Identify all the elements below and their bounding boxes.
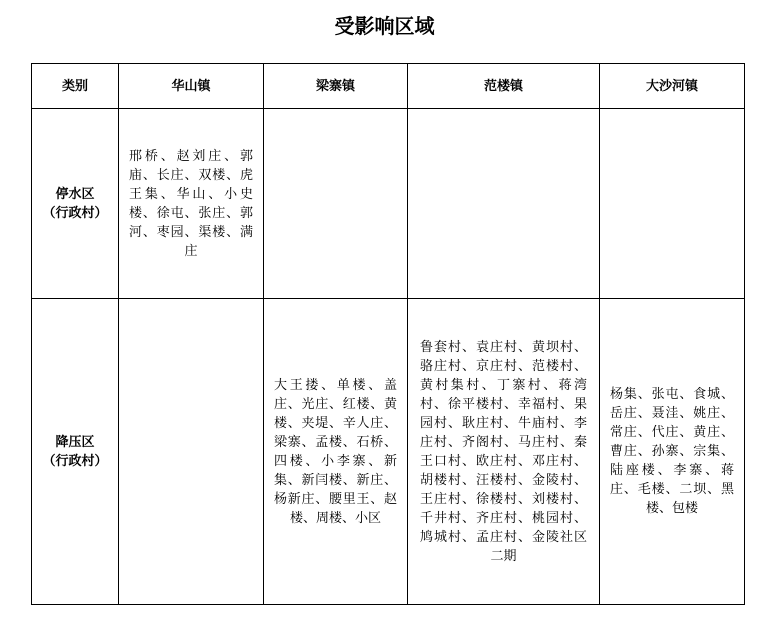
table-row-water-outage (32, 109, 745, 299)
cell-text: 邢桥、赵刘庄、郭庙、长庄、双楼、虎王集、华山、小史楼、徐屯、张庄、郭河、枣园、渠楼、满庄 (129, 148, 253, 259)
table-row-pressure-drop (32, 299, 745, 605)
row-label-water-outage (32, 109, 119, 299)
cell-text: 杨集、张屯、食城、岳庄、聂洼、姚庄、常庄、代庄、黄庄、曹庄、孙寨、宗集、陆座楼、李寨、蒋庄、毛楼、二坝、黑楼、包楼 (610, 387, 734, 516)
page-title: 受影响区域 (334, 14, 435, 38)
row-label-line2: （行政村） (42, 453, 108, 469)
row-label-line1: 停水区 (55, 186, 95, 202)
cell-pressure-huashan (119, 299, 264, 605)
cell-outage-huashan (119, 109, 264, 299)
header-liangzhai: 梁寨镇 (264, 64, 408, 109)
cell-pressure-fanlou (408, 299, 600, 605)
cell-pressure-liangzhai (264, 299, 408, 605)
cell-outage-liangzhai (264, 109, 408, 299)
header-fanlou: 范楼镇 (408, 64, 600, 109)
row-label-pressure-drop (32, 299, 119, 605)
row-label-line2: （行政村） (42, 205, 108, 221)
cell-text: 大王搂、单楼、盖庄、光庄、红楼、黄楼、夹堤、辛人庄、梁寨、孟楼、石桥、四楼、小李寨、新集、新闫楼、新庄、杨新庄、腰里王、赵楼、周楼、小区 (274, 377, 397, 526)
row-label-line1: 降压区 (55, 434, 95, 450)
cell-pressure-dashahe (600, 299, 745, 605)
cell-outage-fanlou (408, 109, 600, 299)
table-header-row (32, 64, 745, 109)
cell-text: 鲁套村、袁庄村、黄坝村、骆庄村、京庄村、范楼村、黄村集村、丁寨村、蒋湾村、徐平楼村、幸福村、果园村、耿庄村、牛庙村、李庄村、齐阁村、马庄村、秦王口村、欧庄村、邓庄村、胡楼村、汪楼村、金陵村、王庄村、徐楼村、刘楼村、千井村、齐庄村、桃园村、鸠城村、孟庄村、金陵社区二期 (420, 339, 587, 564)
header-category: 类别 (32, 64, 119, 109)
header-dashahe: 大沙河镇 (600, 64, 745, 109)
cell-outage-dashahe (600, 109, 745, 299)
header-huashan: 华山镇 (119, 64, 264, 109)
affected-area-table (31, 63, 745, 605)
